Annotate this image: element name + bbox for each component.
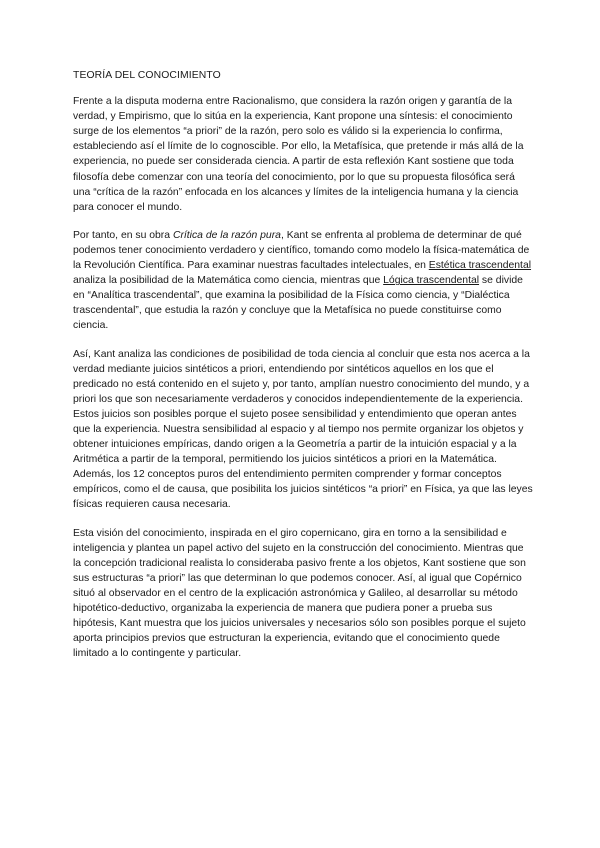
paragraph-2	[73, 228, 533, 334]
logic-term: Lógica trascendental	[383, 275, 480, 287]
document-body	[73, 68, 533, 674]
paragraph-2-text-d: se divide en “Analítica trascendental”, que examina la posibilidad de la Física como ciencia, y “Dialéctica trascendental”, que estudia la razón y concluye que la Metafísica no puede constituirse como ciencia.	[73, 275, 523, 332]
paragraph-3: Así, Kant analiza las condiciones de posibilidad de toda ciencia al concluir que esta nos acerca a la verdad mediante juicios sintéticos a priori, entendiendo por sintéticos aquellos en los que el predicado no está contenido en el sujeto y, por tanto, amplían nuestro conocimiento del mundo, y a priori los que son necesariamente verdaderos y conocidos independientemente de la experiencia. Estos juicios son posibles porque el sujeto posee sensibilidad y entendimiento que operan antes que la experiencia. Nuestra sensibilidad al espacio y al tiempo nos permite organizar los objetos y obtener intuiciones empíricas, dando origen a la Geometría a partir de la intuición espacial y a la Aritmética a partir de la temporal, permitiendo los juicios sintéticos a priori en la Matemática. Además, los 12 conceptos puros del entendimiento permiten comprender y formar conceptos empíricos, como el de causa, que posibilita los juicios sintéticos “a priori” en Física, ya que las leyes físicas requieren causa necesaria.	[73, 348, 533, 511]
document-title: TEORÍA DEL CONOCIMIENTO	[73, 70, 221, 81]
paragraph-2-text-c: analiza la posibilidad de la Matemática como ciencia, mientras que	[73, 275, 384, 287]
paragraph-4: Esta visión del conocimiento, inspirada en el giro copernicano, gira en torno a la sensibilidad e inteligencia y plantea un papel activo del sujeto en la construcción del conocimiento. Mientras que la concepción tradicional realista lo consideraba pasivo frente a los objetos, Kant sostiene que son sus estructuras “a priori” las que determinan lo que podemos conocer. Así, al igual que Copérnico situó al observador en el centro de la explicación astronómica y Galileo, al desarrollar su método hipotético-deductivo, organizaba la experiencia de manera que pudiera poner a prueba sus hipótesis, Kant muestra que los juicios universales y necesarios sólo son posibles porque el sujeto aporta principios previos que estructuran la experiencia, evitando que el conocimiento quede limitado a lo contingente y particular.	[73, 527, 526, 660]
aesthetic-term: Estética trascendental	[428, 260, 532, 272]
work-title: Crítica de la razón pura	[172, 229, 281, 241]
paragraph-1: Frente a la disputa moderna entre Racionalismo, que considera la razón origen y garantía de la verdad, y Empirismo, que lo sitúa en la experiencia, Kant propone una síntesis: el conocimiento surge de los elementos “a priori” de la razón, pero solo es válido si la experiencia lo confirma, estableciendo así el límite de lo cognoscible. Por ello, la Metafísica, que pretende ir más allá de la experiencia, no puede ser considerada ciencia. A partir de esta reflexión Kant sostiene que toda filosofía debe comenzar con una teoría del conocimiento, por lo que su propuesta filosófica será una “crítica de la razón” enfocada en los alcances y límites de la inteligencia humana y la ciencia para conocer el mundo.	[73, 96, 524, 213]
paragraph-2-text-b: , Kant se enfrenta al problema de determinar de qué podemos tener conocimiento verdadero y científico, tomando como modelo la física-matemática de la Revolución Científica. Para examinar nuestras facultades intelectuales, en	[73, 229, 530, 272]
paragraph-2-text-a: Por tanto, en su obra	[73, 229, 173, 241]
